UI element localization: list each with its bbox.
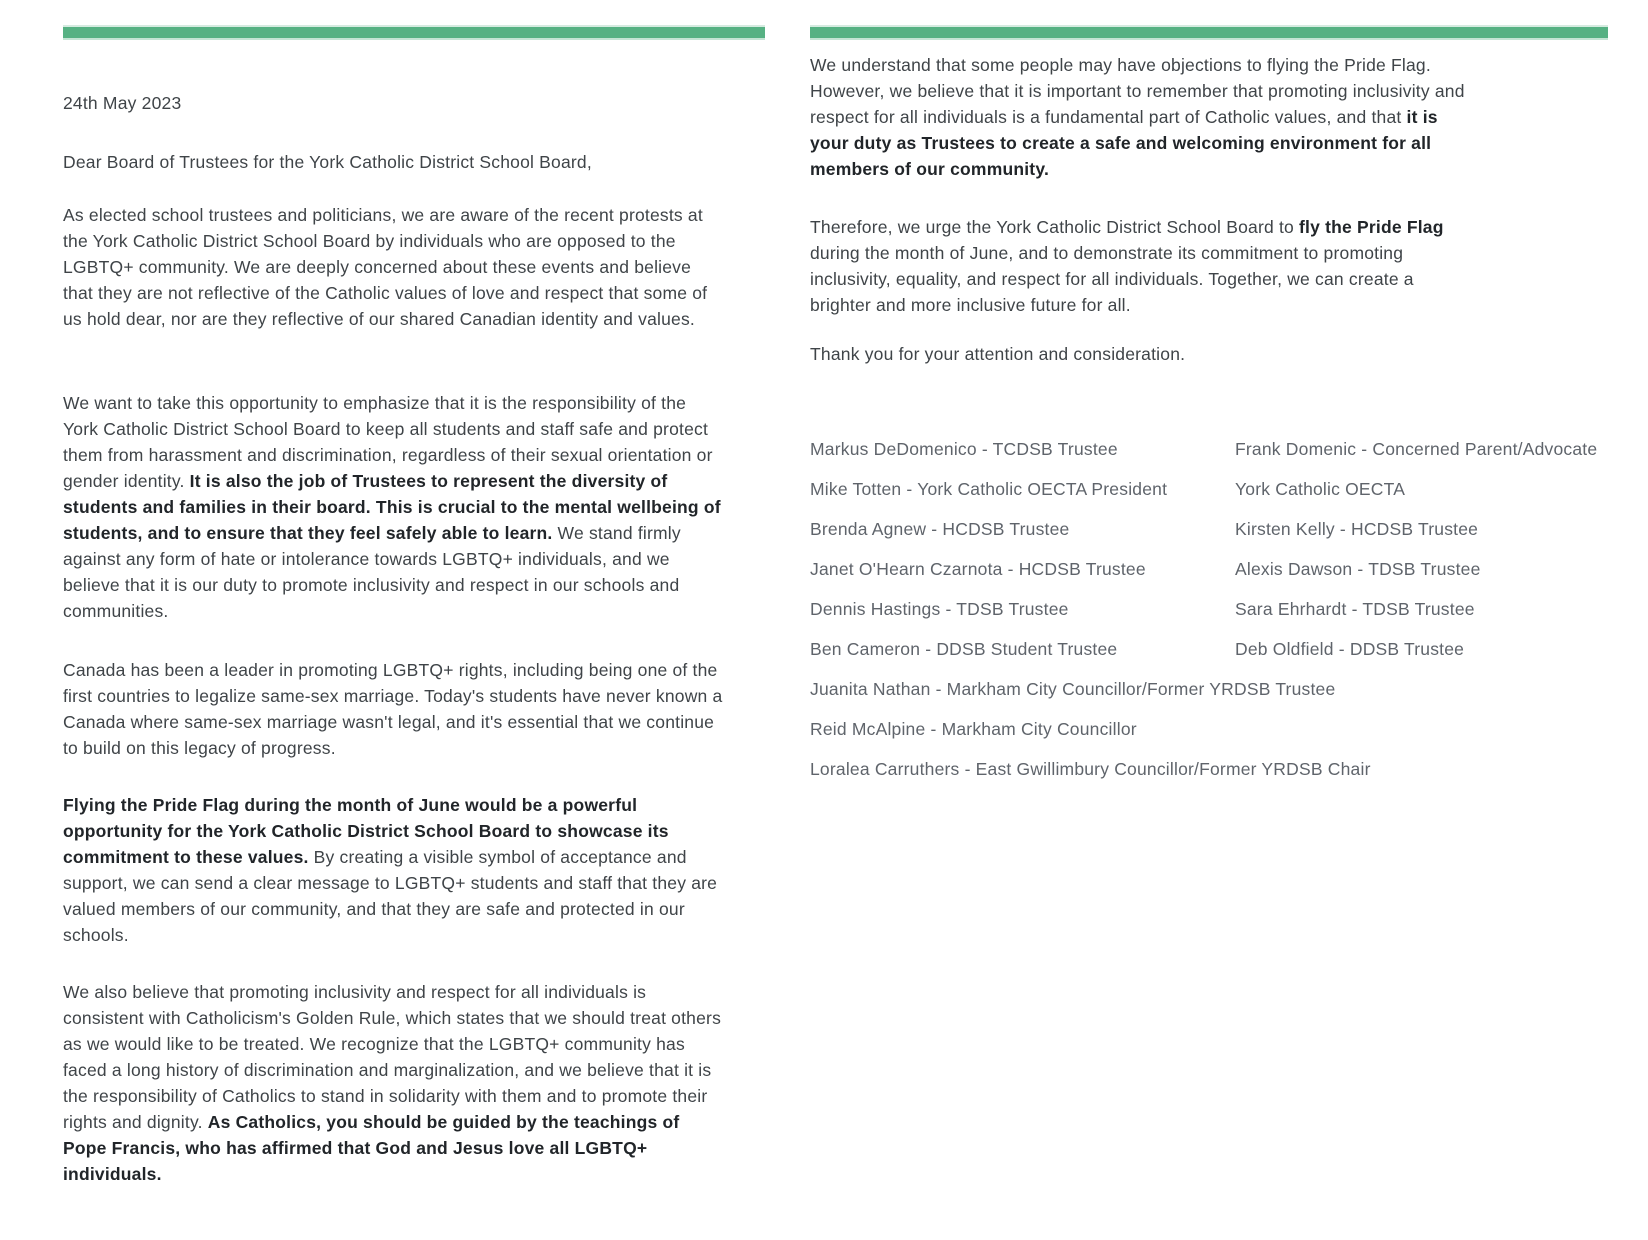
signature: Janet O'Hearn Czarnota - HCDSB Trustee [810,559,1146,579]
text-segment: By creating a visible symbol of acceptance and support, we can send a clear message to LGBTQ+ students and staff that they are valued members of our community, and that they are safe and protected in our schools. [63,847,718,945]
signature: Loralea Carruthers - East Gwillimbury Councillor/Former YRDSB Chair [810,759,1371,779]
paragraph-canada-leader [63,657,723,761]
text-segment: We want to take this opportunity to emphasize that it is the responsibility of the York Catholic District School Board to keep all students and staff safe and protect them from harassment and discrimination, regardless of their sexual orientation or gender identity. [63,393,713,491]
signature: Markus DeDomenico - TCDSB Trustee [810,439,1118,459]
paragraph-urge [810,214,1470,318]
salutation: Dear Board of Trustees for the York Catholic District School Board, [63,152,592,172]
text-segment-bold: Flying the Pride Flag during the month of June would be a powerful opportunity for the York Catholic District School Board to showcase its commitment to these values. [63,795,669,867]
text-segment: We also believe that promoting inclusivity and respect for all individuals is consistent with Catholicism's Golden Rule, which states that we should treat others as we would like to be treated. We recognize that the LGBTQ+ community has faced a long history of discrimination and marginalization, and we believe that it is the responsibility of Catholics to stand in solidarity with them and to promote their rights and dignity. [63,982,722,1132]
signature: Brenda Agnew - HCDSB Trustee [810,519,1070,539]
signature: Sara Ehrhardt - TDSB Trustee [1235,599,1475,619]
paragraph-protests [63,202,723,332]
text-segment-bold: fly the Pride Flag [1299,217,1444,237]
signature: Frank Domenic - Concerned Parent/Advocate [1235,439,1598,459]
paragraph-responsibility [63,390,723,624]
paragraph-flying-flag [63,792,723,948]
closing-line: Thank you for your attention and consideration. [810,344,1186,364]
signature: York Catholic OECTA [1235,479,1406,499]
signature: Kirsten Kelly - HCDSB Trustee [1235,519,1479,539]
letter-date: 24th May 2023 [63,93,182,113]
text-segment: We stand firmly against any form of hate or intolerance towards LGBTQ+ individuals, and we believe that it is our duty to promote inclusivity and respect in our schools and communities. [63,523,681,621]
text-segment-bold: it is your duty as Trustees to create a safe and welcoming environment for all members of our community. [810,107,1438,179]
signature: Mike Totten - York Catholic OECTA President [810,479,1168,499]
left-column [63,0,765,1240]
text-segment-bold: As Catholics, you should be guided by the teachings of Pope Francis, who has affirmed that God and Jesus love all LGBTQ+ individuals. [63,1112,680,1184]
text-segment: We understand that some people may have objections to flying the Pride Flag. However, we believe that it is important to remember that promoting inclusivity and respect for all individuals is a fundamental part of Catholic values, and that [810,55,1465,127]
signature: Alexis Dawson - TDSB Trustee [1235,559,1481,579]
text-segment: during the month of June, and to demonstrate its commitment to promoting inclusivity, equality, and respect for all individuals. Together, we can create a brighter and more inclusive future for all. [810,243,1414,315]
paragraph-golden-rule [63,979,723,1187]
signature: Ben Cameron - DDSB Student Trustee [810,639,1118,659]
paragraph-objections [810,52,1470,182]
signature: Deb Oldfield - DDSB Trustee [1235,639,1465,659]
text-segment: Therefore, we urge the York Catholic District School Board to [810,217,1300,237]
signature: Juanita Nathan - Markham City Councillor/Former YRDSB Trustee [810,679,1336,699]
signature: Reid McAlpine - Markham City Councillor [810,719,1137,739]
right-column [810,0,1608,1240]
signature: Dennis Hastings - TDSB Trustee [810,599,1069,619]
accent-bar-right [810,27,1608,38]
text-segment: As elected school trustees and politicians, we are aware of the recent protests at the York Catholic District School Board by individuals who are opposed to the LGBTQ+ community. We are deeply concerned about these events and believe that they are not reflective of the Catholic values of love and respect that some of us hold dear, nor are they reflective of our shared Canadian identity and values. [63,205,708,329]
text-segment-bold: It is also the job of Trustees to represent the diversity of students and families in their board. This is crucial to the mental wellbeing of students, and to ensure that they feel safely able to learn. [63,471,721,543]
text-segment: Canada has been a leader in promoting LGBTQ+ rights, including being one of the first countries to legalize same-sex marriage. Today's students have never known a Canada where same-sex marriage wasn't legal, and it's essential that we continue to build on this legacy of progress. [63,660,723,758]
accent-bar-left [63,27,765,38]
